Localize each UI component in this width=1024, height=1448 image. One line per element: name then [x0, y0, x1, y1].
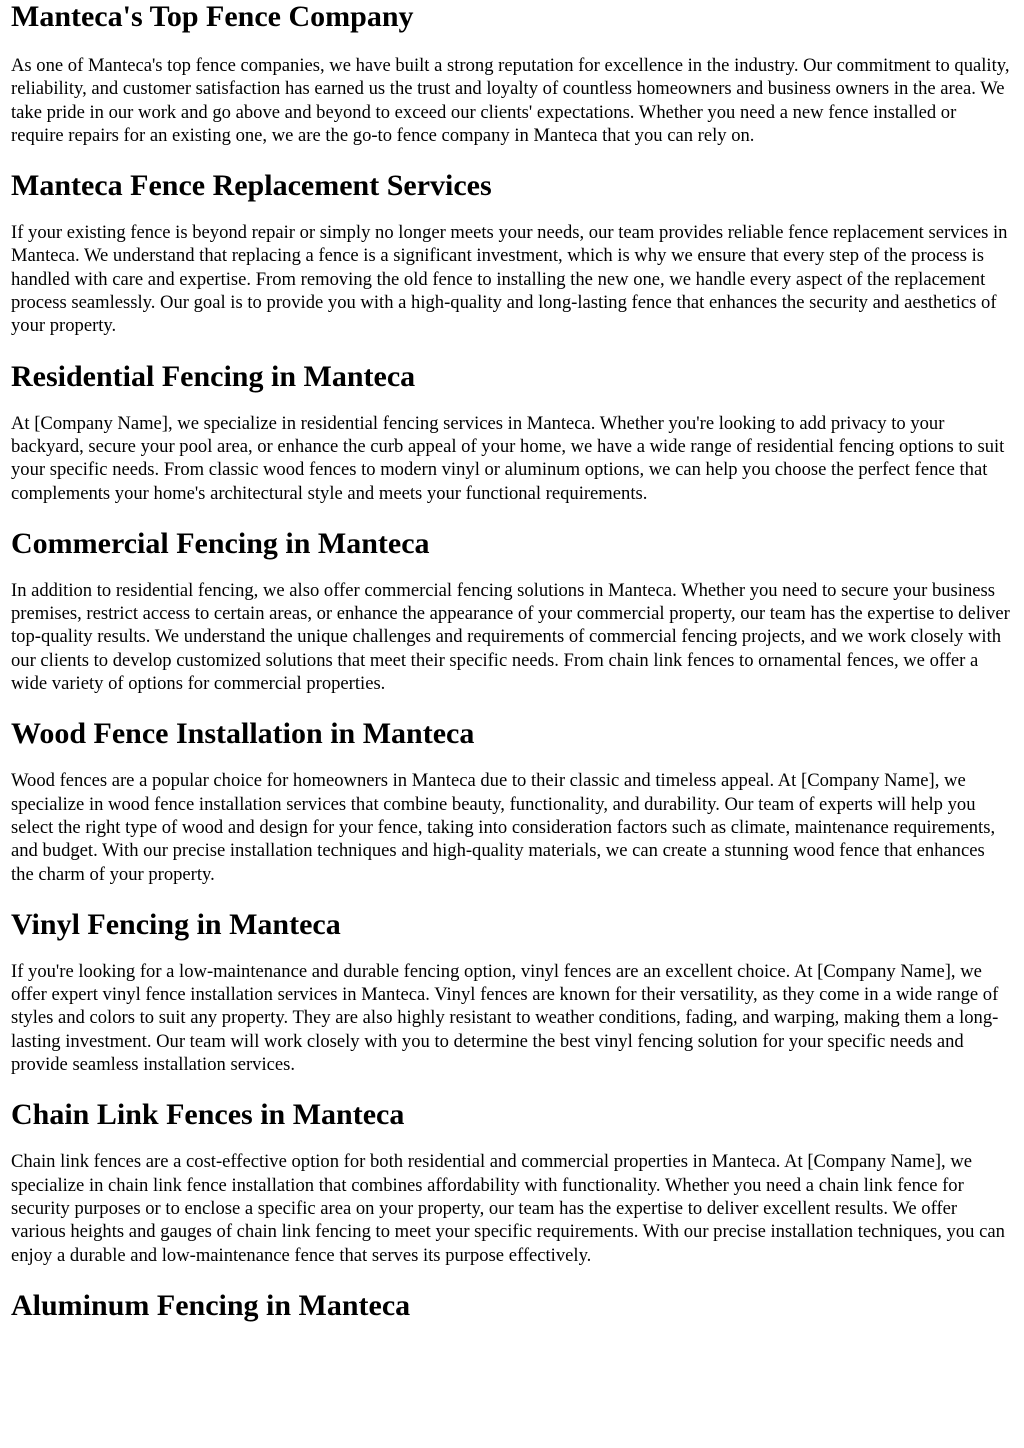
section-paragraph: Chain link fences are a cost-effective option for both residential and commercial properties in Manteca. At [Company Name], we specialize in chain link fence installation that combines affordability with functionality. Whether you need a chain link fence for security purposes or to enclose a specific area on your property, our team has the expertise to deliver excellent results. We offer various heights and gauges of chain link fencing to meet your specific requirements. With our precise installation techniques, you can enjoy a durable and low-maintenance fence that serves its purpose effectively.	[11, 1151, 1005, 1266]
section-wood-fence-installation	[11, 717, 1012, 885]
section-top-fence-company	[11, 0, 1012, 147]
section-heading: Manteca Fence Replacement Services	[11, 169, 492, 203]
section-heading: Chain Link Fences in Manteca	[11, 1098, 405, 1132]
section-heading: Residential Fencing in Manteca	[11, 359, 416, 393]
section-paragraph: If your existing fence is beyond repair or simply no longer meets your needs, our team provides reliable fence replacement services in Manteca. We understand that replacing a fence is a significant investment, which is why we ensure that every step of the process is handled with care and expertise. From removing the old fence to installing the new one, we handle every aspect of the replacement process seamlessly. Our goal is to provide you with a high-quality and long-lasting fence that enhances the security and aesthetics of your property.	[11, 222, 1008, 337]
section-aluminum-fencing	[11, 1289, 1012, 1323]
section-residential-fencing	[11, 360, 1012, 505]
section-paragraph: If you're looking for a low-maintenance and durable fencing option, vinyl fences are an excellent choice. At [Company Name], we offer expert vinyl fence installation services in Manteca. Vinyl fences are known for their versatility, as they come in a wide range of styles and colors to suit any property. They are also highly resistant to weather conditions, fading, and warping, making them a long-lasting investment. Our team will work closely with you to determine the best vinyl fencing solution for your specific needs and provide seamless installation services.	[11, 960, 999, 1076]
section-paragraph: At [Company Name], we specialize in residential fencing services in Manteca. Whether you're looking to add privacy to your backyard, secure your pool area, or enhance the curb appeal of your home, we have a wide range of residential fencing options to suit your specific needs. From classic wood fences to modern vinyl or aluminum options, we can help you choose the perfect fence that complements your home's architectural style and meets your functional requirements.	[11, 412, 1005, 504]
section-vinyl-fencing	[11, 908, 1012, 1076]
section-fence-replacement	[11, 169, 1012, 337]
section-heading: Manteca's Top Fence Company	[11, 0, 414, 33]
section-heading: Wood Fence Installation in Manteca	[11, 717, 475, 751]
section-heading: Aluminum Fencing in Manteca	[11, 1288, 411, 1322]
section-chain-link-fences	[11, 1098, 1012, 1266]
section-commercial-fencing	[11, 527, 1012, 695]
section-heading: Commercial Fencing in Manteca	[11, 526, 430, 560]
section-paragraph: As one of Manteca's top fence companies, we have built a strong reputation for excellence in the industry. Our commitment to quality, reliability, and customer satisfaction has earned us the trust and loyalty of countless homeowners and business owners in the area. We take pride in our work and go above and beyond to exceed our clients' expectations. Whether you need a new fence installed or require repairs for an existing one, we are the go-to fence company in Manteca that you can rely on.	[11, 55, 1010, 146]
section-paragraph: Wood fences are a popular choice for homeowners in Manteca due to their classic and timeless appeal. At [Company Name], we specialize in wood fence installation services that combine beauty, functionality, and durability. Our team of experts will help you select the right type of wood and design for your fence, taking into consideration factors such as climate, maintenance requirements, and budget. With our precise installation techniques and high-quality materials, we can create a stunning wood fence that enhances the charm of your property.	[11, 770, 996, 885]
section-paragraph: In addition to residential fencing, we also offer commercial fencing solutions in Manteca. Whether you need to secure your business premises, restrict access to certain areas, or enhance the appearance of your commercial property, our team has the expertise to deliver top-quality results. We understand the unique challenges and requirements of commercial fencing projects, and we work closely with our clients to develop customized solutions that meet their specific needs. From chain link fences to ornamental fences, we offer a wide variety of options for commercial properties.	[11, 579, 1010, 695]
section-heading: Vinyl Fencing in Manteca	[11, 907, 341, 941]
